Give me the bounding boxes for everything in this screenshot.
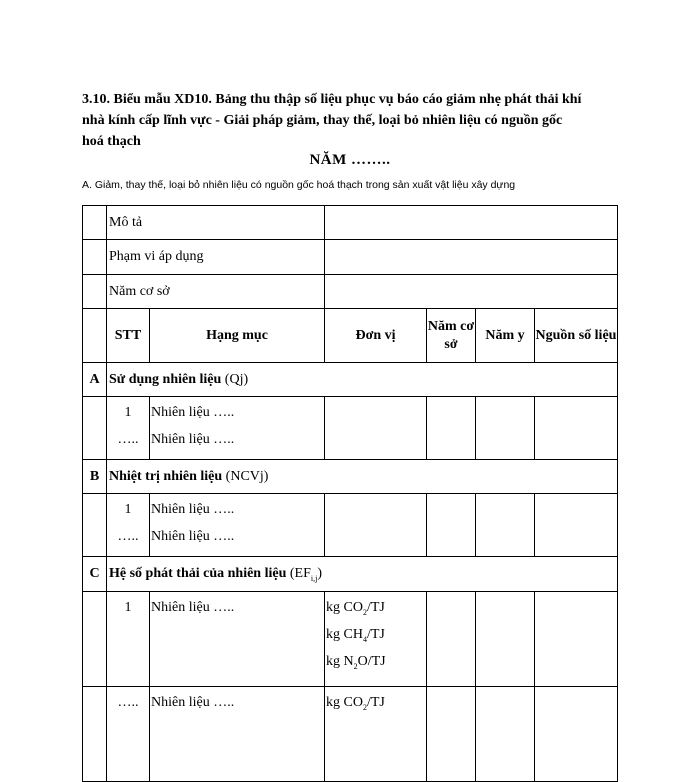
section-c-symbol: $(EF_{i,j})$	[289, 565, 322, 583]
source-cell[interactable]	[535, 494, 618, 557]
section-c-stt-more	[107, 687, 150, 782]
year-y-cell[interactable]	[476, 687, 535, 782]
section-a-items	[83, 397, 618, 460]
info-row-scope	[83, 240, 618, 275]
section-a-row	[83, 363, 618, 397]
section-a-label: Sử dụng nhiên liệu	[109, 371, 222, 387]
section-b-item	[150, 494, 325, 557]
stt-cell: 1	[124, 502, 132, 517]
form-title-line-1: 3.10. Biểu mẫu XD10. Bảng thu thập số liệu phục vụ báo cáo giảm nhẹ phát thải khí	[82, 92, 582, 107]
info-label-scope: Phạm vi áp dụng	[107, 240, 325, 275]
section-a-symbol: (Qj)	[224, 371, 249, 387]
section-b-letter: B	[83, 460, 107, 494]
year-y-cell[interactable]	[476, 397, 535, 460]
section-c-row	[83, 557, 618, 592]
year-y-cell[interactable]	[476, 592, 535, 687]
section-a-title	[107, 363, 618, 397]
unit-co2: kg $CO_2/TJ$	[326, 600, 385, 617]
base-year-cell[interactable]	[427, 592, 476, 687]
base-year-cell[interactable]	[427, 397, 476, 460]
section-c-item-more	[83, 687, 618, 782]
info-label-description: Mô tả	[107, 206, 325, 240]
header-base-year: Năm cơ sở	[427, 309, 476, 363]
year-heading: NĂM ……..	[309, 152, 391, 168]
source-cell[interactable]	[535, 687, 618, 782]
stt-cell: …..	[117, 695, 139, 710]
base-year-cell[interactable]	[427, 687, 476, 782]
section-b-label: Nhiệt trị nhiên liệu	[109, 468, 223, 484]
fuel-item-label: Nhiên liệu …..	[151, 502, 235, 517]
section-b-title	[107, 460, 618, 494]
section-c-letter: C	[83, 557, 107, 592]
unit-cell[interactable]	[325, 494, 427, 557]
section-c-title	[107, 557, 618, 592]
section-c-fuel-more	[150, 687, 325, 782]
unit-cell[interactable]	[325, 397, 427, 460]
header-year-y: Năm y	[476, 309, 535, 363]
header-item: Hạng mục	[150, 309, 325, 363]
form-title	[82, 89, 622, 152]
unit-co2: kg $CO_2/TJ$	[326, 695, 385, 712]
stt-cell: …..	[117, 432, 139, 447]
section-a-stt	[107, 397, 150, 460]
section-b-stt	[107, 494, 150, 557]
section-a-item	[150, 397, 325, 460]
section-b-symbol: (NCVj)	[225, 468, 269, 484]
info-value-base-year[interactable]	[325, 275, 618, 309]
form-title-line-2: nhà kính cấp lĩnh vực - Giải pháp giảm, thay thế, loại bỏ nhiên liệu có nguồn gốc	[82, 113, 563, 128]
section-c-units-more	[325, 687, 427, 782]
form-title-line-3: hoá thạch	[82, 134, 141, 149]
fuel-item-label: Nhiên liệu …..	[151, 405, 235, 420]
section-c-stt-1	[107, 592, 150, 687]
info-label-base-year: Năm cơ sở	[107, 275, 325, 309]
source-cell[interactable]	[535, 397, 618, 460]
section-subtitle: A. Giảm, thay thế, loại bỏ nhiên liệu có nguồn gốc hoá thạch trong sản xuất vật liệu xây dựng	[82, 179, 516, 191]
unit-n2o: kg $N_2O/TJ$	[326, 654, 386, 671]
stt-cell: 1	[124, 600, 132, 615]
stt-cell: 1	[124, 405, 132, 420]
fuel-item-label: Nhiên liệu …..	[151, 529, 235, 544]
header-unit: Đơn vị	[325, 309, 427, 363]
fuel-item-label: Nhiên liệu …..	[151, 695, 235, 710]
info-row-base-year	[83, 275, 618, 309]
section-b-items	[83, 494, 618, 557]
section-a-letter: A	[83, 363, 107, 397]
section-c-label: Hệ số phát thải của nhiên liệu	[109, 565, 287, 581]
fuel-item-label: Nhiên liệu …..	[151, 432, 235, 447]
header-source: Nguồn số liệu	[535, 309, 618, 363]
info-value-description[interactable]	[325, 206, 618, 240]
section-c-units-1	[325, 592, 427, 687]
table-header-row	[83, 309, 618, 363]
info-row-description	[83, 206, 618, 240]
stt-cell: …..	[117, 529, 139, 544]
fuel-item-label: Nhiên liệu …..	[151, 600, 235, 615]
base-year-cell[interactable]	[427, 494, 476, 557]
unit-ch4: kg $CH_4/TJ$	[326, 627, 385, 644]
year-y-cell[interactable]	[476, 494, 535, 557]
source-cell[interactable]	[535, 592, 618, 687]
section-b-row	[83, 460, 618, 494]
section-c-fuel-1	[150, 592, 325, 687]
header-stt: STT	[107, 309, 150, 363]
info-value-scope[interactable]	[325, 240, 618, 275]
data-collection-table	[82, 205, 618, 782]
section-c-item-1	[83, 592, 618, 687]
